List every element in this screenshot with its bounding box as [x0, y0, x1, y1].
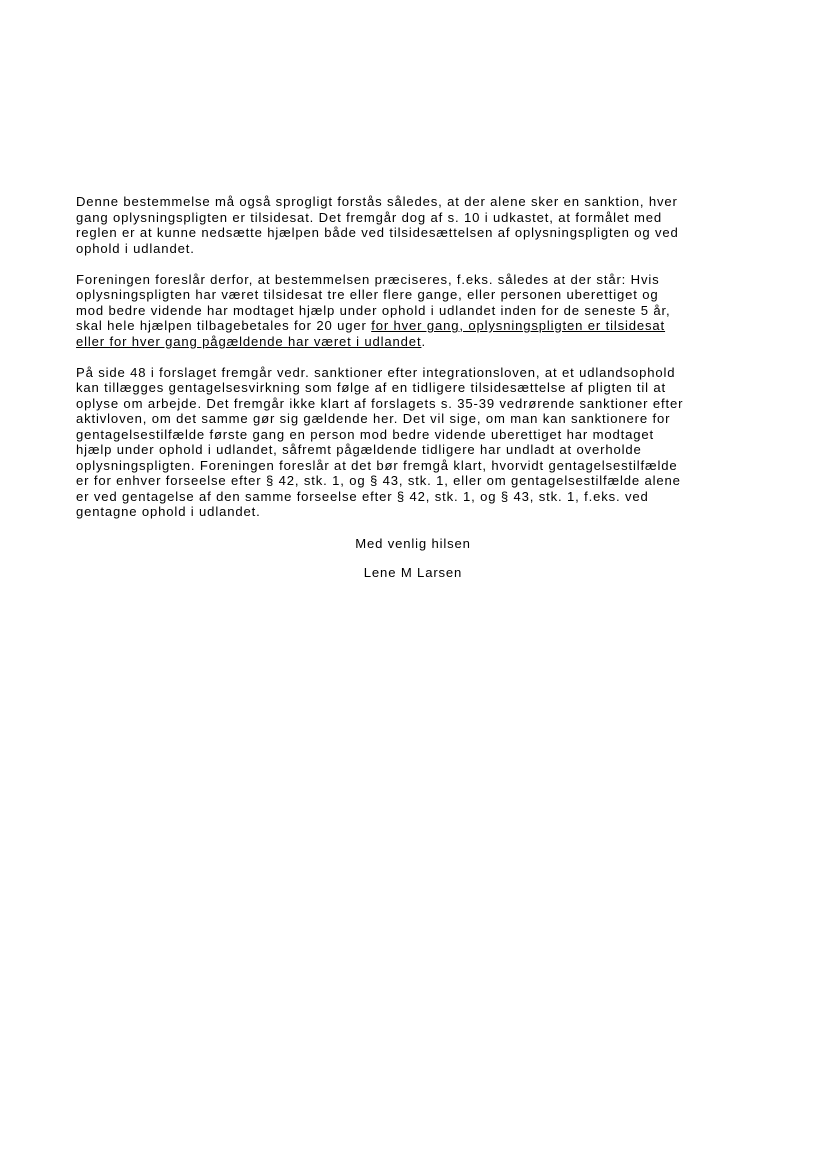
text-line: hjælp under ophold i udlandet, såfremt pågældende tidligere har undladt at overholde — [76, 442, 642, 457]
text-line: På side 48 i forslaget fremgår vedr. sanktioner efter integrationsloven, at et udlandsophold — [76, 364, 676, 380]
text-line: ophold i udlandet. — [76, 240, 195, 256]
document-page — [76, 194, 756, 595]
underlined-text: eller for hver gang pågældende har været i udlandet — [76, 333, 422, 349]
text-line — [76, 334, 756, 350]
text-line: gentagelsestilfælde første gang en person mod bedre vidende uberettiget har modtaget — [76, 426, 655, 442]
closing-greeting: Med venlig hilsen — [355, 535, 471, 551]
paragraph-3 — [76, 365, 756, 520]
paragraph-2 — [76, 272, 756, 350]
text-line: oplysningspligten har været tilsidesat tre eller flere gange, eller personen uberettiget og — [76, 287, 659, 302]
text-line: er for enhver forseelse efter § 42, stk. 1, og § 43, stk. 1, eller om gentagelsestilfælde alene — [76, 473, 681, 488]
signature-name: Lene M Larsen — [363, 565, 463, 580]
text-segment: skal hele hjælpen tilbagebetales for 20 uger — [76, 318, 372, 333]
underlined-text: for hver gang, oplysningspligten er tilsidesat — [371, 318, 666, 333]
closing-block — [76, 536, 750, 581]
text-line: er ved gentagelse af den samme forseelse efter § 42, stk. 1, og § 43, stk. 1, f.eks. ved — [76, 488, 649, 504]
text-line: kan tillægges gentagelsesvirkning som følge af en tidligere tilsidesættelse af pligten til at — [76, 380, 666, 395]
text-line: gentagne ophold i udlandet. — [76, 504, 261, 519]
text-line: Denne bestemmelse må også sprogligt forstås således, at der alene sker en sanktion, hver — [76, 194, 678, 209]
text-line: oplyse om arbejde. Det fremgår ikke klart af forslagets s. 35-39 vedrørende sanktioner efter — [76, 395, 684, 411]
text-segment: . — [421, 333, 426, 349]
text-line: oplysningspligten. Foreningen foreslår at det bør fremgå klart, hvorvidt gentagelsestilfælde — [76, 457, 678, 473]
text-line: gang oplysningspligten er tilsidesat. Det fremgår dog af s. 10 i udkastet, at formålet med — [76, 209, 662, 225]
text-line: aktivloven, om det samme gør sig gældende her. Det vil sige, om man kan sanktionere for — [76, 411, 671, 426]
paragraph-1 — [76, 194, 756, 256]
text-line: Foreningen foreslår derfor, at bestemmelsen præciseres, f.eks. således at der står: Hvis — [76, 271, 660, 287]
text-line — [76, 318, 756, 334]
text-line: mod bedre vidende har modtaget hjælp under ophold i udlandet inden for de seneste 5 år, — [76, 302, 671, 318]
text-line: reglen er at kunne nedsætte hjælpen både ved tilsidesættelsen af oplysningspligten og ved — [76, 225, 679, 240]
